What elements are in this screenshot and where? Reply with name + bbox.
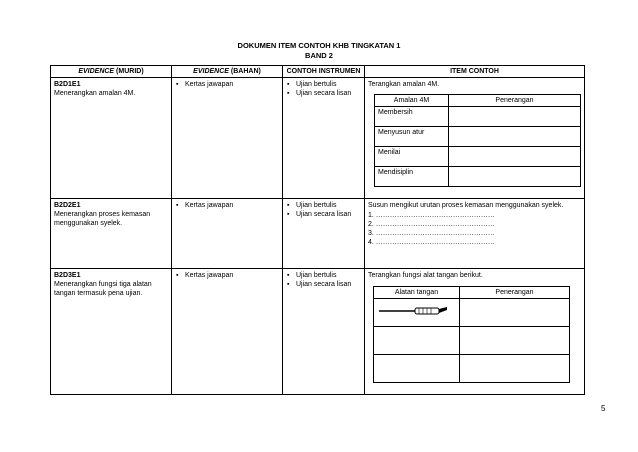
answer-line: 4. ……………………………………………: [368, 239, 495, 246]
instrumen-item: ▪ Ujian bertulis: [296, 80, 361, 89]
item-contoh-cell: [365, 199, 585, 269]
tool-cell: [374, 327, 460, 355]
evidence-murid-cell: [51, 78, 172, 199]
instrumen-item: ▪ Ujian secara lisan: [296, 89, 361, 98]
evidence-table: [50, 65, 585, 395]
item-question: Susun mengikut urutan proses kemasan menggunakan syelek.: [368, 202, 564, 209]
amalan-item: Mendisiplin: [375, 167, 449, 187]
answer-line: 1. ……………………………………………: [368, 212, 495, 219]
instrumen-item: ▪ Ujian bertulis: [296, 271, 361, 280]
evidence-bahan-cell: [172, 269, 283, 395]
item-contoh-cell: [365, 269, 585, 395]
instrumen-cell: [283, 269, 365, 395]
answer-cell: [449, 107, 581, 127]
band-title: BAND 2: [305, 51, 333, 60]
inner-header: Penerangan: [460, 287, 570, 299]
page-number: 5: [601, 404, 606, 413]
evidence-murid-cell: [51, 199, 172, 269]
instrumen-item: ▪ Ujian bertulis: [296, 201, 361, 210]
answer-cell: [449, 147, 581, 167]
evidence-code: B2D3E1: [54, 272, 81, 279]
amalan-item: Membersih: [375, 107, 449, 127]
amalan-table: [374, 94, 581, 187]
header-evidence-murid: EVIDENCE (MURID): [51, 66, 172, 78]
answer-cell: [460, 355, 570, 383]
instrumen-item: ▪ Ujian secara lisan: [296, 210, 361, 219]
tool-cell: [374, 355, 460, 383]
answer-cell: [460, 327, 570, 355]
document-title: DOKUMEN ITEM CONTOH KHB TINGKATAN 1: [237, 41, 401, 50]
instrumen-cell: [283, 199, 365, 269]
evidence-description: Menerangkan amalan 4M.: [54, 90, 136, 97]
header-evidence-bahan: EVIDENCE (BAHAN): [172, 66, 283, 78]
evidence-code: B2D1E1: [54, 81, 81, 88]
bahan-item: ▪ Kertas jawapan: [185, 80, 279, 89]
inner-header: Alatan tangan: [374, 287, 460, 299]
answer-cell: [449, 127, 581, 147]
evidence-murid-cell: [51, 269, 172, 395]
table-header-row: [51, 66, 585, 78]
evidence-description: Menerangkan fungsi tiga alatan tangan termasuk pena ujian.: [54, 281, 152, 297]
item-contoh-cell: [365, 78, 585, 199]
bahan-item: ▪ Kertas jawapan: [185, 271, 279, 280]
table-row: [51, 199, 585, 269]
tool-image-cell: [374, 299, 460, 327]
answer-line: 2. ……………………………………………: [368, 221, 495, 228]
header-item-contoh: ITEM CONTOH: [365, 66, 585, 78]
item-question: Terangkan amalan 4M.: [368, 81, 440, 88]
bahan-item: ▪ Kertas jawapan: [185, 201, 279, 210]
amalan-item: Menyusun atur: [375, 127, 449, 147]
alatan-table: [373, 286, 570, 383]
screwdriver-icon: [377, 304, 449, 318]
evidence-code: B2D2E1: [54, 202, 81, 209]
instrumen-cell: [283, 78, 365, 199]
evidence-bahan-cell: [172, 199, 283, 269]
evidence-bahan-cell: [172, 78, 283, 199]
header-contoh-instrumen: CONTOH INSTRUMEN: [283, 66, 365, 78]
inner-header: Penerangan: [449, 95, 581, 107]
answer-cell: [460, 299, 570, 327]
amalan-item: Menilai: [375, 147, 449, 167]
answer-line: 3. ……………………………………………: [368, 230, 495, 237]
table-row: [51, 78, 585, 199]
instrumen-item: ▪ Ujian secara lisan: [296, 280, 361, 289]
evidence-description: Menerangkan proses kemasan menggunakan syelek.: [54, 211, 151, 227]
answer-lines: [368, 211, 581, 247]
answer-cell: [449, 167, 581, 187]
inner-header: Amalan 4M: [375, 95, 449, 107]
item-question: Terangkan fungsi alat tangan berikut.: [368, 272, 483, 279]
table-row: [51, 269, 585, 395]
